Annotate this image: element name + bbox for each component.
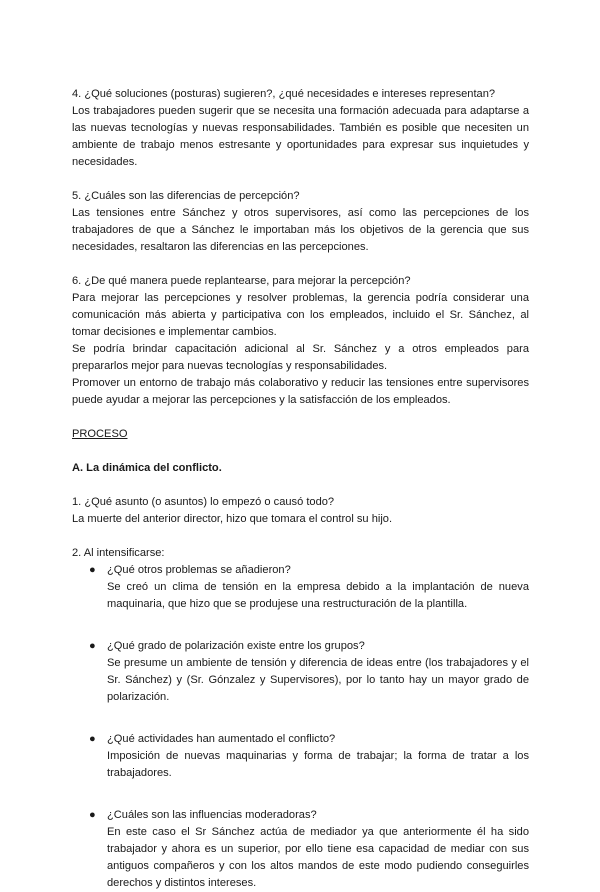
list-item-answer: Imposición de nuevas maquinarias y forma de trabajar; la forma de tratar a los trabajadores. [107,750,529,779]
bullet-list [72,562,529,892]
question-5: 5. ¿Cuáles son las diferencias de percepción? [72,190,300,202]
question-6: 6. ¿De qué manera puede replantearse, para mejorar la percepción? [72,275,411,287]
question-1: 1. ¿Qué asunto (o asuntos) lo empezó o causó todo? [72,496,335,508]
answer-4: Los trabajadores pueden sugerir que se necesita una formación adecuada para adaptarse a las nuevas tecnologías y nuevas responsabilidades. También es posible que necesiten un ambiente de trabajo menos estresante y oportunidades para expresar sus inquietudes y necesidades. [72,105,529,168]
list-item-question: ¿Qué actividades han aumentado el conflicto? [107,733,336,745]
list-item-answer: Se presume un ambiente de tensión y diferencia de ideas entre (los trabajadores y el Sr. Sánchez) y (Sr. Gónzalez y Supervisores), por lo tanto hay un mayor grado de polarización. [107,657,529,703]
list-item-answer: En este caso el Sr Sánchez actúa de mediador ya que anteriormente él ha sido trabajador y ahora es un superior, por ello tiene esa capacidad de mediar con sus antiguos compañeros y con los altos mandos de este modo pudiendo conseguirles derechos y distintos intereses. [107,826,529,889]
answer-6-part-2: Se podría brindar capacitación adicional al Sr. Sánchez y a otros empleados para prepararlos mejor para nuevas tecnologías y responsabilidades. [72,343,529,372]
bullet-icon: ● [89,733,96,745]
section-title: PROCESO [72,428,128,440]
bullet-icon: ● [89,640,96,652]
list-item-question: ¿Cuáles son las influencias moderadoras? [107,809,317,821]
list-item-question: ¿Qué otros problemas se añadieron? [107,564,291,576]
question-4: 4. ¿Qué soluciones (posturas) sugieren?, ¿qué necesidades e intereses representan? [72,88,496,100]
list-item [72,638,529,706]
list-item-question: ¿Qué grado de polarización existe entre los grupos? [107,640,365,652]
list-item-answer: Se creó un clima de tensión en la empresa debido a la implantación de nueva maquinaria, que hizo que se produjese una restructuración de la plantilla. [107,581,529,610]
answer-6-part-1: Para mejorar las percepciones y resolver problemas, la gerencia podría considerar una comunicación más abierta y participativa con los empleados, incluido el Sr. Sánchez, al tomar decisiones e implementar cambios. [72,292,529,338]
document-page [72,86,529,892]
list-item [72,807,529,892]
question-2-heading: 2. Al intensificarse: [72,547,165,559]
subsection-title: A. La dinámica del conflicto. [72,462,222,474]
answer-5: Las tensiones entre Sánchez y otros supervisores, así como las percepciones de los trabajadores de que a Sánchez le importaban más los objetivos de la gerencia que sus necesidades, resaltaron las diferencias en las percepciones. [72,207,529,253]
list-item [72,562,529,613]
list-item [72,731,529,782]
bullet-icon: ● [89,809,96,821]
answer-6-part-3: Promover un entorno de trabajo más colaborativo y reducir las tensiones entre supervisores puede ayudar a mejorar las percepciones y la satisfacción de los empleados. [72,377,529,406]
answer-1: La muerte del anterior director, hizo que tomara el control su hijo. [72,513,393,525]
bullet-icon: ● [89,564,96,576]
